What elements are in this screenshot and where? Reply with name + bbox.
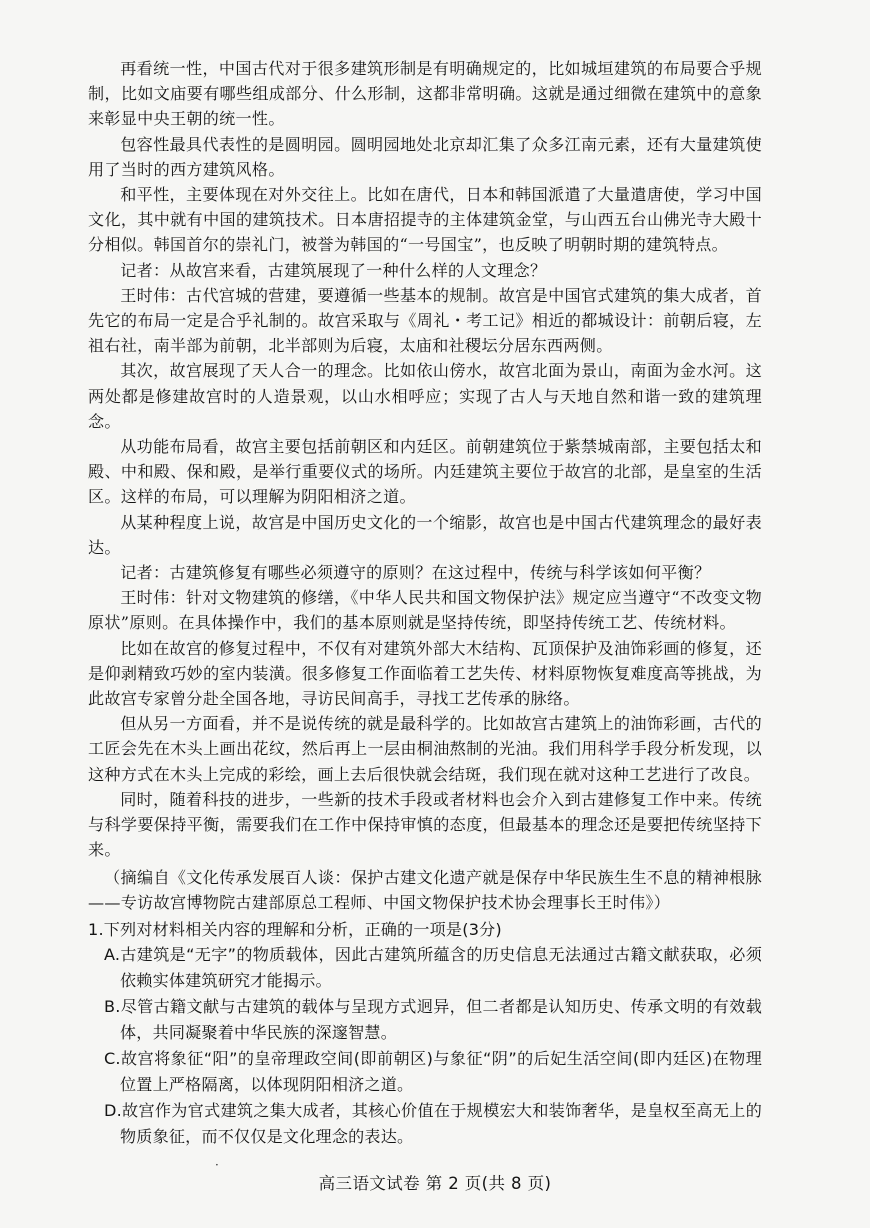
article-paragraph: 从某种程度上说，故宫是中国历史文化的一个缩影，故宫也是中国古代建筑理念的最好表达。	[88, 512, 762, 557]
option-d[interactable]: D.故宫作为官式建筑之集大成者，其核心价值在于规模宏大和装饰奢华，是皇权至高无上的物质象征，而不仅仅是文化理念的表达。	[104, 1101, 762, 1147]
article-paragraph: 再看统一性，中国古代对于很多建筑形制是有明确规定的，比如城垣建筑的布局要合乎规制，比如文庙要有哪些组成部分、什么形制，这都非常明确。这就是通过细微在建筑中的意象来彰显中央王朝的统一性。	[88, 59, 762, 129]
article-paragraph: 比如在故宫的修复过程中，不仅有对建筑外部大木结构、瓦顶保护及油饰彩画的修复，还是仰剥精致巧妙的室内装潢。很多修复工作面临着工艺失传、材料原物恢复难度高等挑战，为此故宫专家曾分赴全国各地，寻访民间高手，寻找工艺传承的脉络。	[88, 638, 762, 709]
article-paragraph: 包容性最具代表性的是圆明园。圆明园地处北京却汇集了众多江南元素，还有大量建筑使用了当时的西方建筑风格。	[88, 134, 762, 179]
stray-dot-mark: ·	[215, 1158, 219, 1172]
article-paragraph: 但从另一方面看，并不是说传统的就是最科学的。比如故宫古建筑上的油饰彩画，古代的工匠会先在木头上画出花纹，然后再上一层由桐油熬制的光油。我们用科学手段分析发现，以这种方式在木头上完成的彩绘，画上去后很快就会结斑，我们现在就对这种工艺进行了改良。	[88, 714, 762, 784]
option-b[interactable]: B.尽管古籍文献与古建筑的载体与呈现方式迥异，但二者都是认知历史、传承文明的有效载体，共同凝聚着中华民族的深邃智慧。	[104, 997, 762, 1043]
option-c[interactable]: C.故宫将象征“阳”的皇帝理政空间(即前朝区)与象征“阴”的后妃生活空间(即内廷区)在物理位置上严格隔离，以体现阴阳相济之道。	[104, 1049, 762, 1095]
article-body	[88, 56, 762, 915]
interview-question: 记者：古建筑修复有哪些必须遵守的原则？在这过程中，传统与科学该如何平衡？	[120, 563, 711, 583]
article-paragraph: 王时伟：古代宫城的营建，要遵循一些基本的规制。故宫是中国官式建筑的集大成者，首先它的布局一定是合乎礼制的。故宫采取与《周礼・考工记》相近的都城设计：前朝后寝，左祖右社，南半部为前朝，北半部则为后寝，太庙和社稷坛分居东西两侧。	[88, 285, 762, 356]
option-a[interactable]: A.古建筑是“无字”的物质载体，因此古建筑所蕴含的历史信息无法通过古籍文献获取，必须依赖实体建筑研究才能揭示。	[104, 945, 762, 991]
page-footer: 高三语文试卷 第 2 页(共 8 页)	[318, 1174, 552, 1193]
article-paragraph: 王时伟：针对文物建筑的修缮，《中华人民共和国文物保护法》规定应当遵守“不改变文物原状”原则。在具体操作中，我们的基本原则就是坚持传统，即坚持传统工艺、传统材料。	[88, 588, 762, 633]
article-paragraph: 从功能布局看，故宫主要包括前朝区和内廷区。前朝建筑位于紫禁城南部，主要包括太和殿、中和殿、保和殿，是举行重要仪式的场所。内廷建筑主要位于故宫的北部，是皇室的生活区。这样的布局，可以理解为阴阳相济之道。	[88, 437, 762, 507]
article-paragraph: 其次，故宫展现了天人合一的理念。比如依山傍水，故宫北面为景山，南面为金水河。这两处都是修建故宫时的人造景观，以山水相呼应；实现了古人与天地自然和谐一致的建筑理念。	[88, 361, 762, 431]
article-paragraph: 和平性，主要体现在对外交往上。比如在唐代，日本和韩国派遣了大量遣唐使，学习中国文化，其中就有中国的建筑技术。日本唐招提寺的主体建筑金堂，与山西五台山佛光寺大殿十分相似。韩国首尔的崇礼门，被誉为韩国的“一号国宝”，也反映了明朝时期的建筑特点。	[88, 185, 762, 255]
question-block	[88, 917, 762, 1150]
interview-question: 记者：从故宫来看，古建筑展现了一种什么样的人文理念？	[120, 260, 547, 280]
question-stem: 1.下列对材料相关内容的理解和分析，正确的一项是(3分)	[88, 919, 502, 939]
article-paragraph: 同时，随着科技的进步，一些新的技术手段或者材料也会介入到古建修复工作中来。传统与科学要保持平衡，需要我们在工作中保持审慎的态度，但最基本的理念还是要把传统坚持下来。	[88, 789, 762, 860]
source-reference: （摘编自《文化传承发展百人谈：保护古建文化遗产就是保存中华民族生生不息的精神根脉——专访故宫博物院古建部原总工程师、中国文物保护技术协会理事长王时伟》）	[88, 867, 762, 912]
